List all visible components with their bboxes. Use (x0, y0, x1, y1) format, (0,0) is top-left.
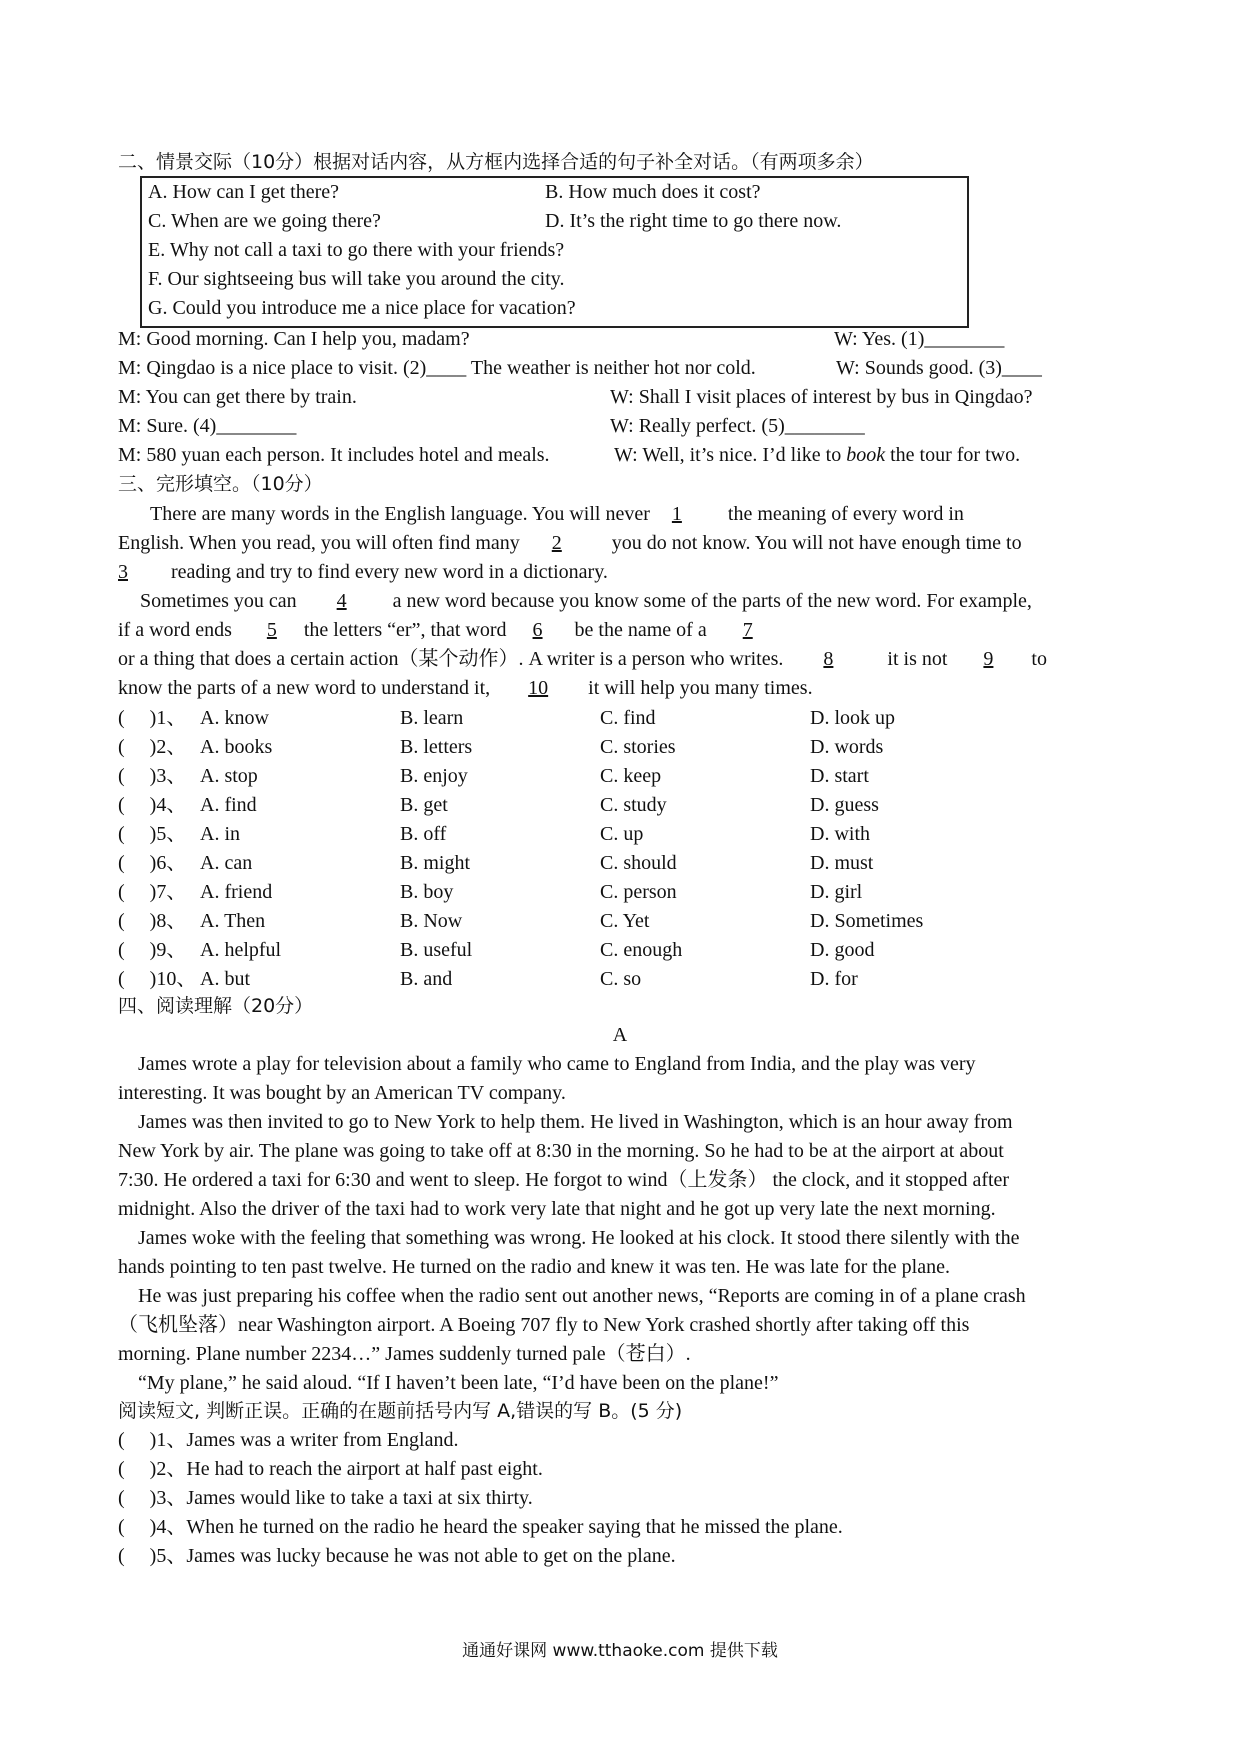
tf-question: ( )1、James was a writer from England. (118, 1429, 459, 1451)
passage-label: A (612, 1024, 628, 1046)
cloze-option: C. enough (600, 939, 683, 961)
cloze-option: C. person (600, 881, 677, 903)
cloze-option: B. useful (400, 939, 473, 961)
cloze-option: D. good (810, 939, 875, 961)
cloze-option: C. so (600, 968, 642, 990)
option-e: E. Why not call a taxi to go there with your friends? (148, 239, 565, 261)
tf-question: ( )2、He had to reach the airport at half past eight. (118, 1458, 543, 1480)
cloze-option: A. books (200, 736, 273, 758)
tf-instruction: 阅读短文, 判断正误。正确的在题前括号内写 A,错误的写 B。(5 分) (118, 1400, 683, 1422)
tf-question: ( )4、When he turned on the radio he heard the speaker saying that he missed the plane. (118, 1516, 843, 1538)
dialogue-w-4: W: Really perfect. (5)________ (610, 415, 865, 437)
passage-line: （飞机坠落）near Washington airport. A Boeing 707 fly to New York crashed shortly after taking off this (118, 1314, 970, 1336)
dialogue-m-5: M: 580 yuan each person. It includes hotel and meals. (118, 444, 550, 466)
cloze-option: A. Then (200, 910, 266, 932)
blank-6: 6 (532, 619, 543, 641)
cloze-option: D. guess (810, 794, 879, 816)
cloze-option: B. boy (400, 881, 454, 903)
cloze-option: D. for (810, 968, 858, 990)
cloze-question-number: ( )1、 (118, 707, 187, 729)
cloze-option: B. enjoy (400, 765, 468, 787)
cloze-p2-line1: Sometimes you can 4 a new word because you know some of the parts of the new word. For example, (140, 587, 1032, 616)
dialogue-m-2: M: Qingdao is a nice place to visit. (2)____ The weather is neither hot nor cold. (118, 357, 756, 379)
section4-heading: 四、阅读理解（20分） (118, 995, 314, 1017)
cloze-question-number: ( )6、 (118, 852, 187, 874)
cloze-option: B. and (400, 968, 453, 990)
blank-1: 1 (671, 503, 682, 525)
cloze-option: A. find (200, 794, 257, 816)
dialogue-w-5: W: Well, it’s nice. I’d like to book the tour for two. (614, 444, 1021, 466)
cloze-p2-line2: if a word ends 5 the letters “er”, that word 6 be the name of a 7 (118, 616, 768, 645)
passage-line: He was just preparing his coffee when the radio sent out another news, “Reports are coming in of a plane crash (138, 1285, 1026, 1307)
cloze-option: B. learn (400, 707, 464, 729)
passage-line: 7:30. He ordered a taxi for 6:30 and went to sleep. He forgot to wind（上发条） the clock, and it stopped after (118, 1169, 1010, 1191)
cloze-option: C. up (600, 823, 644, 845)
cloze-question-number: ( )7、 (118, 881, 187, 903)
cloze-option: D. must (810, 852, 874, 874)
cloze-question-number: ( )9、 (118, 939, 187, 961)
cloze-option: A. know (200, 707, 269, 729)
cloze-option: D. start (810, 765, 869, 787)
dialogue-w-3: W: Shall I visit places of interest by bus in Qingdao? (610, 386, 1033, 408)
blank-2: 2 (551, 532, 562, 554)
passage-line: interesting. It was bought by an American TV company. (118, 1082, 566, 1104)
section3-heading: 三、完形填空。（10分） (118, 473, 323, 495)
cloze-p1-line1: There are many words in the English language. You will never 1 the meaning of every word in (150, 500, 964, 529)
section2-heading: 二、情景交际（10分）根据对话内容，从方框内选择合适的句子补全对话。（有两项多余） (118, 151, 874, 173)
option-g: G. Could you introduce me a nice place for vacation? (148, 297, 576, 319)
option-b: B. How much does it cost? (545, 181, 761, 203)
passage-line: hands pointing to ten past twelve. He turned on the radio and knew it was ten. He was late for the plane. (118, 1256, 950, 1278)
blank-7: 7 (742, 619, 753, 641)
dialogue-m-3: M: You can get there by train. (118, 386, 357, 408)
cloze-p1-line2: English. When you read, you will often find many 2 you do not know. You will not have enough time to (118, 529, 1022, 558)
tf-question: ( )5、James was lucky because he was not able to get on the plane. (118, 1545, 676, 1567)
passage-line: “My plane,” he said aloud. “If I haven’t been late, “I’d have been on the plane!” (138, 1372, 779, 1394)
cloze-option: B. Now (400, 910, 463, 932)
cloze-option: A. can (200, 852, 253, 874)
option-c: C. When are we going there? (148, 210, 381, 232)
blank-3: 3 (118, 561, 128, 583)
blank-4: 4 (336, 590, 347, 612)
cloze-option: A. friend (200, 881, 273, 903)
cloze-p1-line3: 3 reading and try to find every new word in a dictionary. (118, 558, 608, 587)
dialogue-m-4: M: Sure. (4)________ (118, 415, 297, 437)
cloze-option: D. look up (810, 707, 895, 729)
cloze-option: C. study (600, 794, 667, 816)
cloze-p2-line4: know the parts of a new word to understand it, 10 it will help you many times. (118, 674, 813, 703)
cloze-option: A. but (200, 968, 250, 990)
tf-question: ( )3、James would like to take a taxi at six thirty. (118, 1487, 533, 1509)
cloze-question-number: ( )8、 (118, 910, 187, 932)
dialogue-m-1: M: Good morning. Can I help you, madam? (118, 328, 470, 350)
cloze-question-number: ( )2、 (118, 736, 187, 758)
passage-line: James was then invited to go to New York to help them. He lived in Washington, which is an hour away from (138, 1111, 1013, 1133)
blank-9: 9 (983, 648, 994, 670)
cloze-option: C. keep (600, 765, 662, 787)
cloze-option: B. get (400, 794, 448, 816)
cloze-option: A. in (200, 823, 240, 845)
option-a: A. How can I get there? (148, 181, 340, 203)
cloze-option: C. should (600, 852, 677, 874)
cloze-option: D. words (810, 736, 884, 758)
cloze-option: C. Yet (600, 910, 650, 932)
dialogue-w-2: W: Sounds good. (3)____ (836, 357, 1042, 379)
cloze-option: D. girl (810, 881, 863, 903)
cloze-question-number: ( )4、 (118, 794, 187, 816)
option-f: F. Our sightseeing bus will take you around the city. (148, 268, 565, 290)
cloze-option: B. might (400, 852, 471, 874)
cloze-option: B. off (400, 823, 447, 845)
blank-10: 10 (528, 677, 549, 699)
cloze-option: A. stop (200, 765, 258, 787)
passage-line: James woke with the feeling that something was wrong. He looked at his clock. It stood there silently with the (138, 1227, 1020, 1249)
cloze-question-number: ( )3、 (118, 765, 187, 787)
cloze-question-number: ( )10、 (118, 968, 197, 990)
passage-line: New York by air. The plane was going to take off at 8:30 in the morning. So he had to be at the airport at about (118, 1140, 1004, 1162)
cloze-question-number: ( )5、 (118, 823, 187, 845)
blank-5: 5 (266, 619, 277, 641)
cloze-option: B. letters (400, 736, 473, 758)
page-footer: 通通好课网 www.tthaoke.com 提供下载 (462, 1641, 778, 1661)
cloze-option: D. Sometimes (810, 910, 924, 932)
cloze-option: C. find (600, 707, 656, 729)
passage-line: morning. Plane number 2234…” James suddenly turned pale（苍白）. (118, 1343, 691, 1365)
cloze-option: D. with (810, 823, 870, 845)
dialogue-w-1: W: Yes. (1)________ (834, 328, 1005, 350)
passage-line: midnight. Also the driver of the taxi had to work very late that night and he got up very late the next morning. (118, 1198, 996, 1220)
cloze-p2-line3: or a thing that does a certain action（某个动作）. A writer is a person who writes. 8 it is not 9 to (118, 645, 1047, 674)
option-d: D. It’s the right time to go there now. (545, 210, 842, 232)
blank-8: 8 (823, 648, 834, 670)
cloze-option: C. stories (600, 736, 676, 758)
passage-line: James wrote a play for television about a family who came to England from India, and the play was very (138, 1053, 976, 1075)
cloze-option: A. helpful (200, 939, 282, 961)
